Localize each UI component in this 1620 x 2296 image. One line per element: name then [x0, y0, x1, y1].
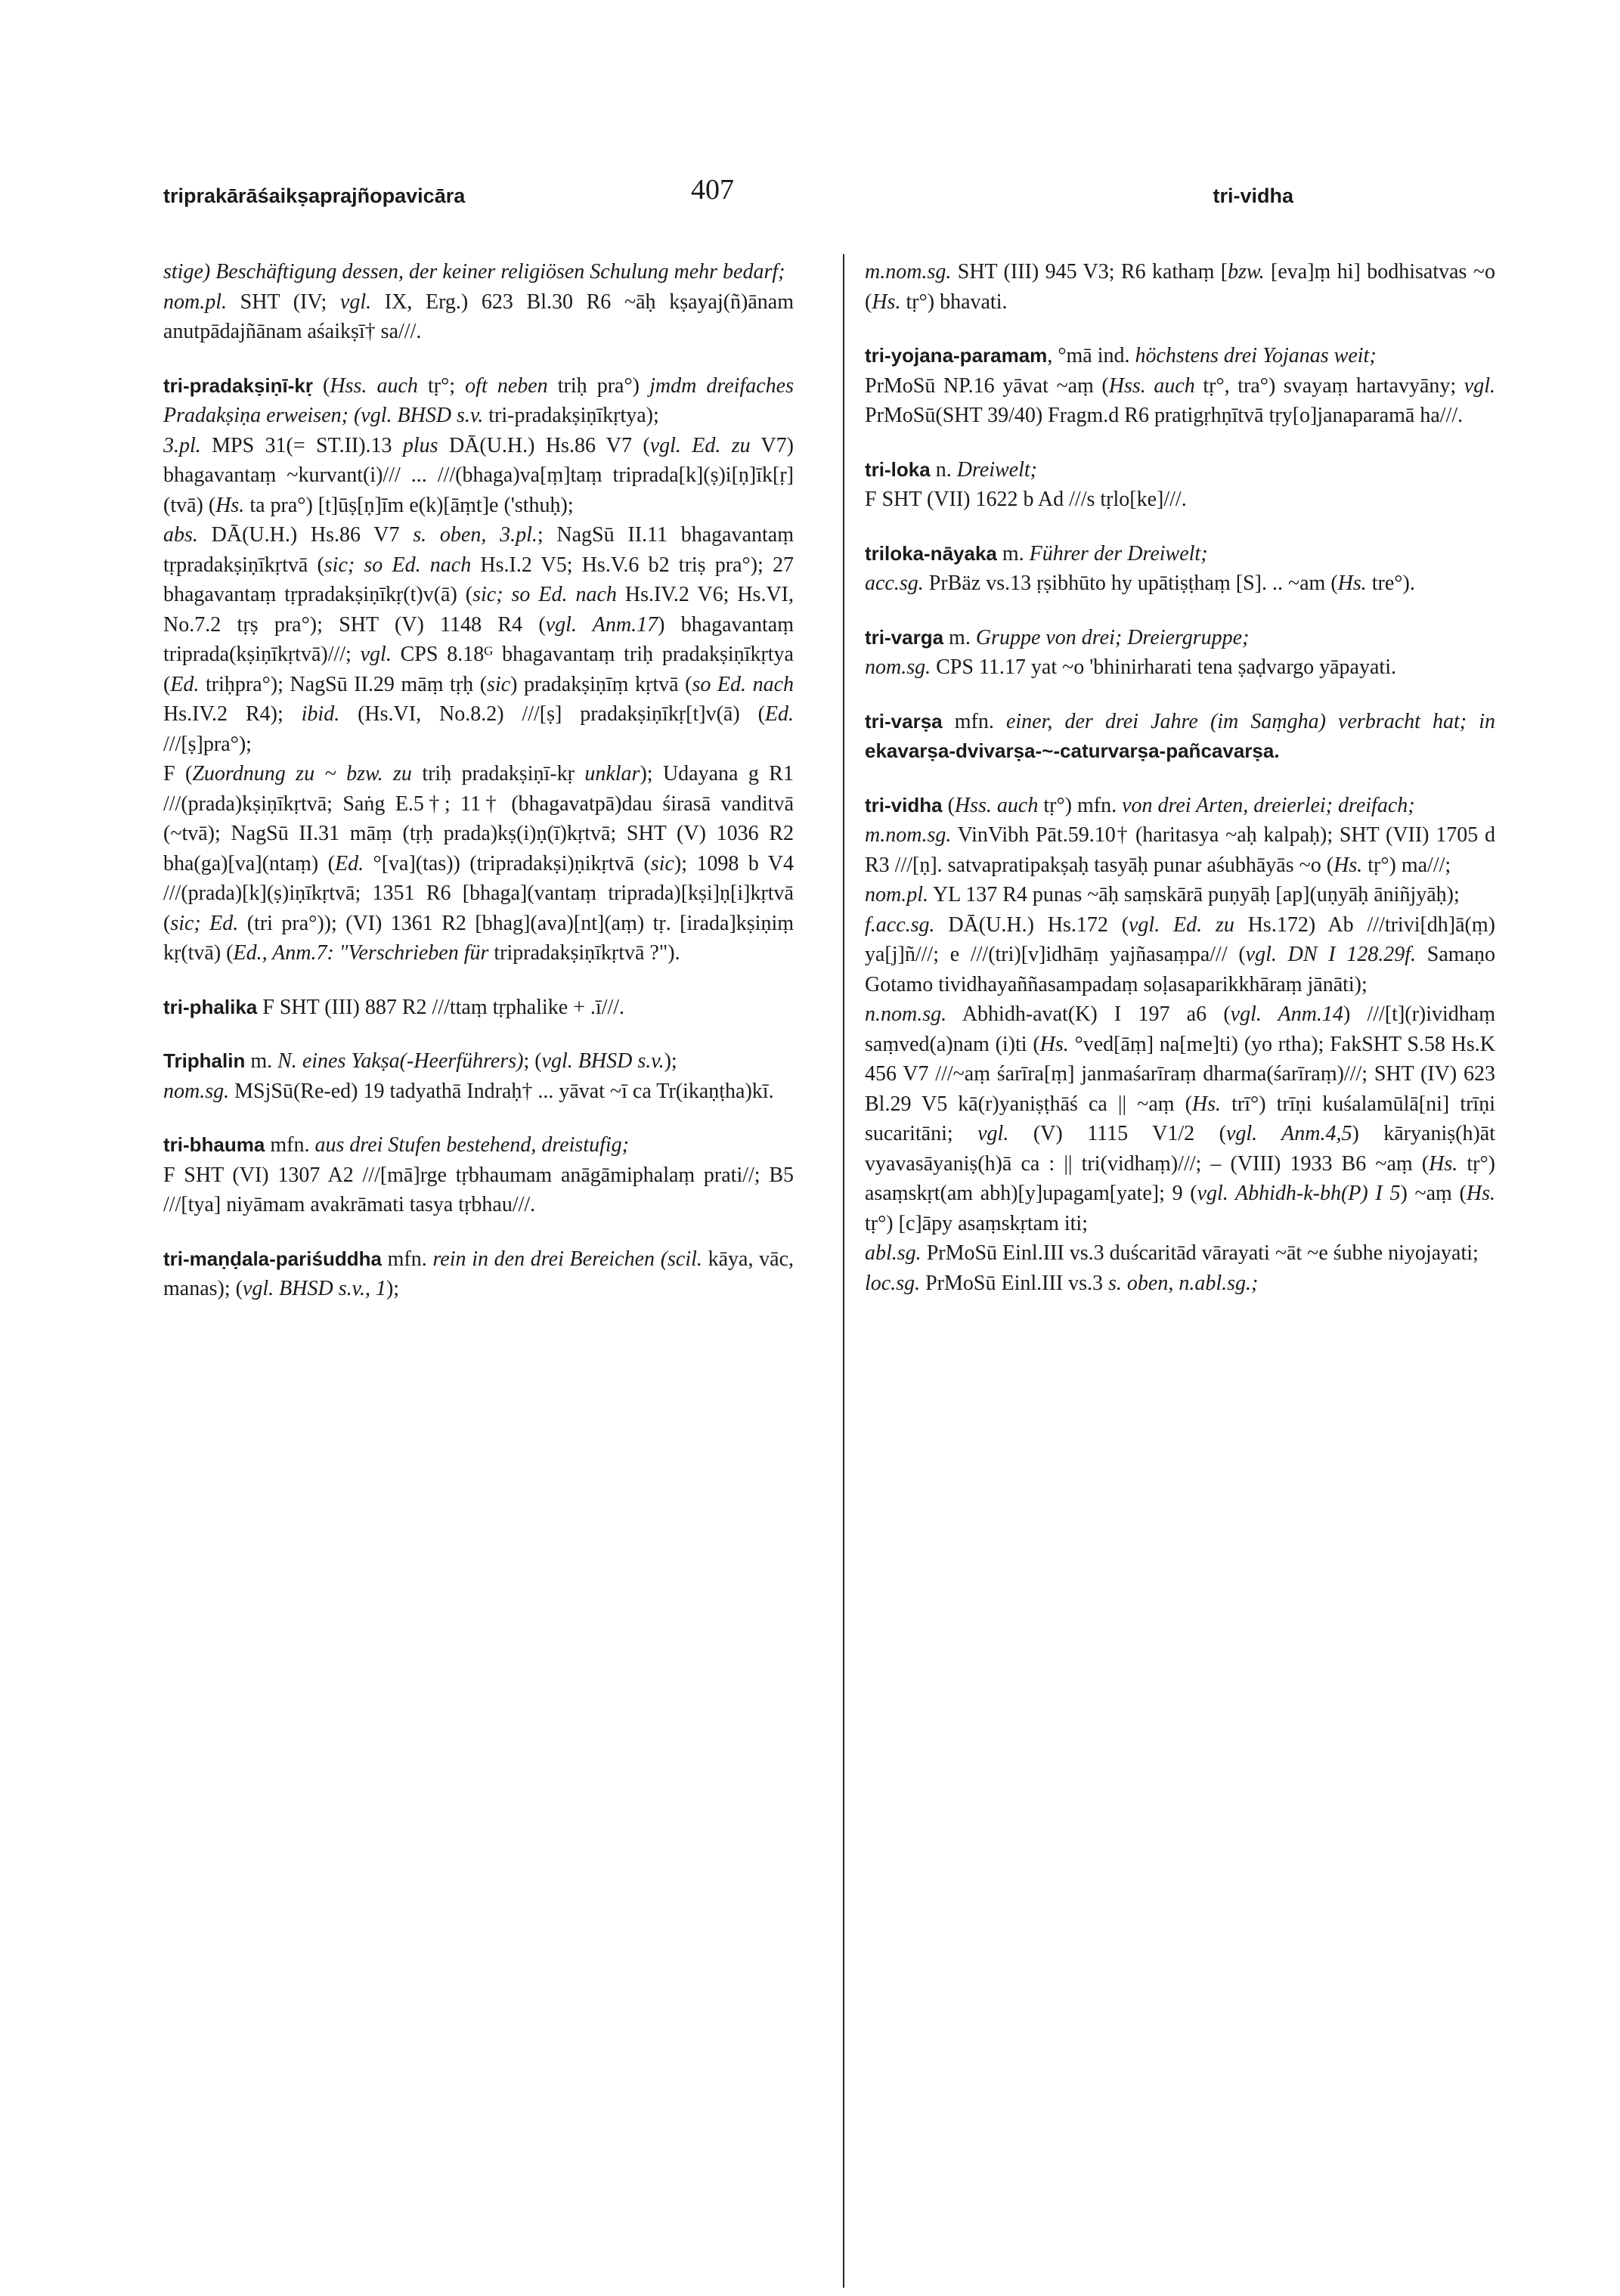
- body-text: ) ~aṃ (: [1400, 1182, 1467, 1205]
- entry-block: [163, 1130, 794, 1160]
- italic-text: nom.sg.: [865, 655, 931, 679]
- body-text: ) kāryaniṣ(h)āt vyavasāyaniṣ(h)ā ca : || tri(vidhaṃ)///; – (VIII) 1933 B6 ~aṃ (: [865, 1122, 1495, 1176]
- body-text: (: [942, 793, 955, 817]
- italic-text: abs.: [163, 523, 198, 547]
- entry-block: [163, 371, 794, 431]
- italic-text: Hss. auch: [330, 373, 418, 398]
- italic-text: sic: [487, 672, 511, 696]
- italic-text: einer, der drei Jahre (im Saṃgha) verbracht hat; in: [1005, 709, 1496, 733]
- entry-block: [865, 910, 1495, 1000]
- italic-text: höchstens drei Yojanas weit;: [1135, 344, 1377, 367]
- body-text: DĀ(U.H.) Hs.86 V7 (: [438, 433, 650, 457]
- italic-text: Hs.: [872, 290, 901, 314]
- body-text: mfn.: [942, 709, 1006, 733]
- entry-block: [865, 820, 1495, 880]
- headword: tri-loka: [865, 457, 931, 481]
- italic-text: 3.pl.: [163, 433, 201, 457]
- italic-text: Zuordnung zu ~ bzw. zu: [192, 762, 412, 785]
- body-text: Hs.IV.2 V6; Hs.VI, No.7.2 tṛṣ pra°); SHT (V) 1148 R4 (: [163, 583, 794, 637]
- body-text: ); Udayana g R1 ///(prada)kṣiṇīkṛtvā; Saṅg E.5†; 11† (bhagavatpā)dau śirasā vanditvā (~tvā); NagSū II.31 māṃ (tṛḥ prada)kṣ(i)ṇ(ī)kṛtvā; SHT (V) 1036 R2 bha(ga)[va](ntaṃ) (: [163, 762, 794, 875]
- body-text: Abhidh-avat(K) I 197 a6 (: [946, 1002, 1231, 1026]
- body-text: tripradakṣiṇīkṛtvā ?").: [488, 941, 680, 965]
- body-text: ); 1098 b V4 ///(prada)[k](ṣ)iṇīkṛtvā; 1351 R6 [bhaga](vantaṃ tripradа)[kṣi]ṇ[i]kṛtvā (: [163, 851, 794, 935]
- body-text: ) pradakṣiṇīṃ kṛtvā (: [510, 672, 692, 696]
- headword: Triphalin: [163, 1049, 246, 1072]
- italic-text: acc.sg.: [865, 572, 924, 595]
- entry-block: [163, 759, 794, 968]
- italic-text: vgl. Abhidh-k-bh(P) I 5: [1197, 1182, 1401, 1205]
- italic-text: Hs.: [1039, 1032, 1069, 1056]
- headword: tri-bhauma: [163, 1133, 265, 1156]
- body-text: tṛ°) bhavati.: [900, 290, 1008, 314]
- italic-text: bzw.: [1228, 260, 1265, 284]
- body-text: CPS 11.17 yat ~o 'bhinirharati tena ṣaḍvargo yāpayati.: [931, 655, 1396, 679]
- body-text: MSjSū(Re-ed) 19 tadyathā Indraḥ† ... yāvat ~ī ca Tr(ikaṇṭha)kī.: [229, 1079, 774, 1103]
- entry-block: [163, 431, 794, 521]
- column-divider: [843, 254, 844, 2288]
- italic-text: s. oben, n.abl.sg.;: [1108, 1271, 1259, 1295]
- italic-text: Hs.: [1466, 1182, 1495, 1205]
- italic-text: Ed., Anm.7: "Verschrieben für: [233, 941, 489, 965]
- body-text: PrMoSū NP.16 yāvat ~aṃ (: [865, 373, 1109, 398]
- headword: tri-maṇḍala-pariśuddha: [163, 1247, 382, 1270]
- entry-block: [865, 539, 1495, 569]
- body-text: triḥ pradakṣiṇī-kṛ: [411, 762, 585, 785]
- body-text: V7) bhagavantaṃ ~kurvant(i)/// ... ///(bhaga)va[ṃ]taṃ tripradа[k](ṣ)i[ṇ]īk[ṛ](tvā) (: [163, 433, 794, 517]
- body-text: , °mā ind.: [1047, 344, 1135, 367]
- entry-block: [865, 371, 1495, 431]
- body-text: tṛ°;: [417, 373, 466, 398]
- body-text: tṛ°, tra°) svayaṃ hartavyāny;: [1194, 373, 1464, 398]
- entry-block: [865, 1238, 1495, 1269]
- page-number: 407: [691, 174, 734, 206]
- italic-text: vgl.: [339, 290, 372, 314]
- entry-block: [865, 623, 1495, 653]
- italic-text: vgl. Ed. zu: [1129, 913, 1234, 937]
- italic-text: Hs.: [1337, 572, 1367, 595]
- body-text: F SHT (VII) 1622 b Ad ///s tṛlo[ke]///.: [865, 488, 1187, 511]
- running-head-right: tri-vidha: [1213, 184, 1293, 207]
- italic-text: Hs.: [1191, 1092, 1222, 1116]
- body-text: ///[ṣ]pra°);: [163, 732, 252, 756]
- headword: tri-vidha: [865, 793, 943, 816]
- italic-text: n.nom.sg.: [865, 1002, 947, 1026]
- italic-text: Ed.: [170, 672, 200, 696]
- entry-block: [163, 257, 794, 287]
- headword: tri-varṣa: [865, 709, 943, 733]
- italic-text: von drei Arten, dreierlei; dreifach;: [1122, 793, 1415, 817]
- italic-text: so Ed. nach: [692, 672, 795, 696]
- entry-block: [865, 880, 1495, 910]
- italic-text: vgl. Anm.14: [1230, 1002, 1343, 1026]
- entry-block: [163, 1046, 794, 1077]
- body-text: m.: [245, 1049, 278, 1073]
- italic-text: f.acc.sg.: [865, 913, 935, 937]
- body-text: ; NagSū II.11 bhagavantaṃ tṛpradakṣiṇīkṛtvā (: [163, 523, 794, 577]
- body-text: F SHT (III) 887 R2 ///ttaṃ tṛphalike + .ī///.: [257, 995, 625, 1019]
- entry-block: [865, 999, 1495, 1238]
- headword: tri-phalika: [163, 995, 258, 1018]
- body-text: );: [386, 1277, 400, 1300]
- italic-text: sic: [650, 851, 674, 875]
- italic-text: Ed.: [764, 702, 795, 726]
- italic-text: sic; so Ed. nach: [324, 553, 472, 577]
- italic-text: vgl.: [977, 1122, 1009, 1145]
- body-text: tṛ°) ma///;: [1362, 853, 1451, 877]
- italic-text: s. oben, 3.pl.: [413, 523, 537, 547]
- body-text: ) ///[t](r)ividhaṃ saṃved(a)nam (i)ti (: [865, 1002, 1496, 1056]
- italic-text: plus: [402, 433, 438, 457]
- headword: ekavarṣa-dvivarṣa-~-caturvarṣa-pañcavarṣa.: [865, 739, 1280, 762]
- entry-block: [163, 1160, 794, 1220]
- entry-block: [163, 1077, 794, 1107]
- italic-text: Hs.: [1429, 1151, 1458, 1176]
- body-text: ; (: [523, 1049, 542, 1073]
- headword: triloka-nāyaka: [865, 541, 997, 565]
- entry-block: [865, 257, 1495, 317]
- italic-text: vgl. DN I 128.29f.: [1245, 943, 1417, 966]
- left-column: [163, 257, 794, 1304]
- body-text: F SHT (VI) 1307 A2 ///[mā]rge tṛbhaumam anāgāmiphalaṃ prati//; B5 ///[tya] niyāmam avakrāmati tasya tṛbhau///.: [163, 1163, 794, 1216]
- body-text: ) bhagavantaṃ tripradа(kṣiṇīkṛtvā)///;: [163, 612, 795, 666]
- body-text: Hs.I.2 V5; Hs.V.6 b2 triṣ pra°); 27 bhagavantaṃ tṛpradakṣiṇīkṛ(t)v(ā) (: [163, 553, 795, 606]
- body-text: DĀ(U.H.) Hs.86 V7: [197, 523, 414, 547]
- right-column: [865, 257, 1495, 1298]
- body-text: PrBäz vs.13 ṛṣibhūto hy upātiṣṭhaṃ [S]. .. ~am (: [923, 572, 1338, 595]
- body-text: DĀ(U.H.) Hs.172 (: [934, 913, 1129, 937]
- italic-text: Führer der Dreiwelt;: [1029, 541, 1208, 565]
- entry-block: [865, 652, 1495, 683]
- body-text: IX, Erg.) 623 Bl.30 R6 ~āḥ kṣayaj(ñ)ānam anutpādajñānam aśaikṣī† sa///.: [163, 290, 795, 343]
- italic-text: aus drei Stufen bestehend, dreistufig;: [314, 1133, 629, 1157]
- body-text: Samaṇo Gotamo tividhayaññasampadaṃ soḷasaparikkhāraṃ jānāti);: [865, 943, 1495, 996]
- body-text: m.: [943, 625, 976, 649]
- body-text: tri-pradakṣiṇīkṛtya);: [483, 404, 659, 427]
- italic-text: sic; Ed.: [170, 911, 239, 935]
- body-text: CPS 8.18ᴳ bhagavantaṃ triḥ pradakṣiṇīkṛtya (: [163, 643, 794, 696]
- body-text: triḥpra°); NagSū II.29 māṃ tṛḥ (: [199, 672, 488, 696]
- italic-text: nom.pl.: [163, 290, 227, 314]
- italic-text: Hss. auch: [1108, 373, 1195, 398]
- italic-text: stige) Beschäftigung dessen, der keiner religiösen Schulung mehr bedarf;: [163, 260, 785, 284]
- entry-block: [163, 993, 794, 1023]
- italic-text: Hs.: [215, 493, 245, 517]
- body-text: VinVibh Pāt.59.10† (haritasya ~aḥ kalpaḥ); SHT (VII) 1705 d R3 ///[ṇ]. satvapratipakṣaḥ tasyāḥ punar aśubhāyās ~o (: [865, 823, 1495, 877]
- italic-text: nom.sg.: [163, 1079, 230, 1103]
- italic-text: vgl.: [1464, 373, 1495, 398]
- italic-text: vgl. Anm.4,5: [1225, 1122, 1352, 1145]
- entry-block: [163, 1244, 794, 1304]
- body-text: triḥ pra°): [547, 373, 650, 398]
- italic-text: abl.sg.: [865, 1241, 922, 1265]
- entry-block: [865, 1269, 1495, 1299]
- entry-block: [865, 791, 1495, 821]
- body-text: SHT (III) 945 V3; R6 kathaṃ [: [951, 260, 1228, 284]
- italic-text: vgl.: [360, 643, 392, 666]
- headword: tri-varga: [865, 625, 944, 649]
- italic-text: rein in den drei Bereichen (scil.: [432, 1247, 702, 1271]
- italic-text: vgl. BHSD s.v., 1: [242, 1277, 386, 1300]
- entry-block: [865, 707, 1495, 767]
- entry-block: [163, 520, 794, 759]
- body-text: mfn.: [265, 1133, 315, 1157]
- body-text: [eva]ṃ hi] bodhisatvas ~o (: [865, 260, 1495, 314]
- italic-text: unklar: [584, 762, 640, 785]
- italic-text: Hs.: [1333, 853, 1363, 877]
- italic-text: Ed.: [334, 851, 364, 875]
- body-text: n.: [930, 457, 957, 482]
- body-text: °ved[āṃ] na[me]ti) (yo rtha); FakSHT S.58 Hs.K 456 V7 ///~aṃ śarīra[ṃ] janmaśarīraṃ dharma(śarīraṃ)///; SHT (IV) 623 Bl.29 V5 kā(r)yaniṣṭhāś ca || ~aṃ (: [865, 1032, 1496, 1116]
- italic-text: ibid.: [301, 702, 340, 726]
- body-text: YL 137 R4 punas ~āḥ saṃskārā puṇyāḥ [ap](uṇyāḥ āniñjyāḥ);: [928, 883, 1460, 906]
- body-text: (V) 1115 V1/2 (: [1008, 1122, 1226, 1145]
- italic-text: vgl. BHSD s.v.: [541, 1049, 664, 1073]
- body-text: PrMoSū Einl.III vs.3 duścaritād vārayati ~āt ~e śubhe niyojayati;: [921, 1241, 1479, 1265]
- italic-text: loc.sg.: [865, 1271, 921, 1295]
- italic-text: oft neben: [465, 373, 548, 398]
- entry-block: [865, 455, 1495, 485]
- body-text: mfn.: [381, 1247, 433, 1271]
- italic-text: m.nom.sg.: [865, 260, 952, 284]
- italic-text: sic; so Ed. nach: [472, 583, 617, 606]
- italic-text: Gruppe von drei; Dreiergruppe;: [975, 625, 1250, 649]
- body-text: trī°) trīṇi kuśalamūlā[ni] trīṇi sucaritāni;: [865, 1092, 1495, 1145]
- body-text: (tri pra°)); (VI) 1361 R2 [bhag](ava)[nt](aṃ) tṛ. [iradа]kṣiṇiṃ kṛ(tvā) (: [163, 911, 795, 965]
- body-text: tṛ°) mfn.: [1038, 793, 1123, 817]
- body-text: SHT (IV;: [227, 290, 340, 314]
- body-text: F (: [163, 762, 193, 785]
- body-text: [297, 1049, 302, 1073]
- italic-text: N.: [277, 1049, 297, 1073]
- body-text: m.: [996, 541, 1030, 565]
- entry-block: [865, 485, 1495, 515]
- italic-text: Hss. auch: [954, 793, 1039, 817]
- entry-block: [865, 569, 1495, 599]
- body-text: Hs.172) Ab ///trivi[dh]ā(ṃ) ya[j]ñ///; e ///(tri)[v]idhāṃ yajñasaṃpa/// (: [865, 913, 1495, 966]
- headword: tri-yojana-paramam: [865, 344, 1048, 367]
- italic-text: vgl. Ed. zu: [649, 433, 751, 457]
- headword: tri-pradakṣiṇī-kṛ: [163, 373, 313, 397]
- body-text: ta pra°) [t]ūṣ[ṇ]īm e(k)[āṃt]e ('sthuḥ);: [244, 493, 574, 517]
- body-text: PrMoSū(SHT 39/40) Fragm.d R6 pratigṛhṇītvā tṛy[o]janaparamā ha///.: [865, 404, 1464, 427]
- body-text: (: [312, 373, 330, 398]
- italic-text: eines Yakṣa(-Heerführers): [302, 1049, 524, 1073]
- body-text: );: [664, 1049, 677, 1073]
- entry-block: [163, 287, 794, 347]
- italic-text: nom.pl.: [865, 883, 928, 906]
- body-text: PrMoSū Einl.III vs.3: [920, 1271, 1109, 1295]
- body-text: MPS 31(= ST.II).13: [200, 433, 403, 457]
- body-text: Hs.IV.2 R4);: [163, 702, 302, 726]
- running-head-left: triprakārāśaikṣaprajñopavicāra: [163, 184, 466, 207]
- italic-text: Dreiwelt;: [956, 457, 1037, 482]
- italic-text: m.nom.sg.: [865, 823, 952, 847]
- body-text: °[va](tas)) (tripradakṣi)ṇikṛtvā (: [364, 851, 651, 875]
- body-text: tṛ°) [c]āpy asaṃskṛtam iti;: [865, 1211, 1088, 1235]
- italic-text: jmdm dreifaches Pradakṣiṇa erweisen; (vgl. BHSD s.v.: [163, 373, 794, 427]
- entry-block: [865, 341, 1495, 371]
- italic-text: vgl. Anm.17: [545, 612, 658, 637]
- body-text: tṛ°) asaṃskṛt(am abh)[y]upagam[yate]; 9 (: [865, 1151, 1495, 1205]
- body-text: kāya, vāc, manas); (: [163, 1247, 795, 1300]
- body-text: tre°).: [1366, 572, 1415, 595]
- body-text: (Hs.VI, No.8.2) ///[ṣ] pradakṣiṇīkṛ[t]v(ā) (: [339, 702, 765, 726]
